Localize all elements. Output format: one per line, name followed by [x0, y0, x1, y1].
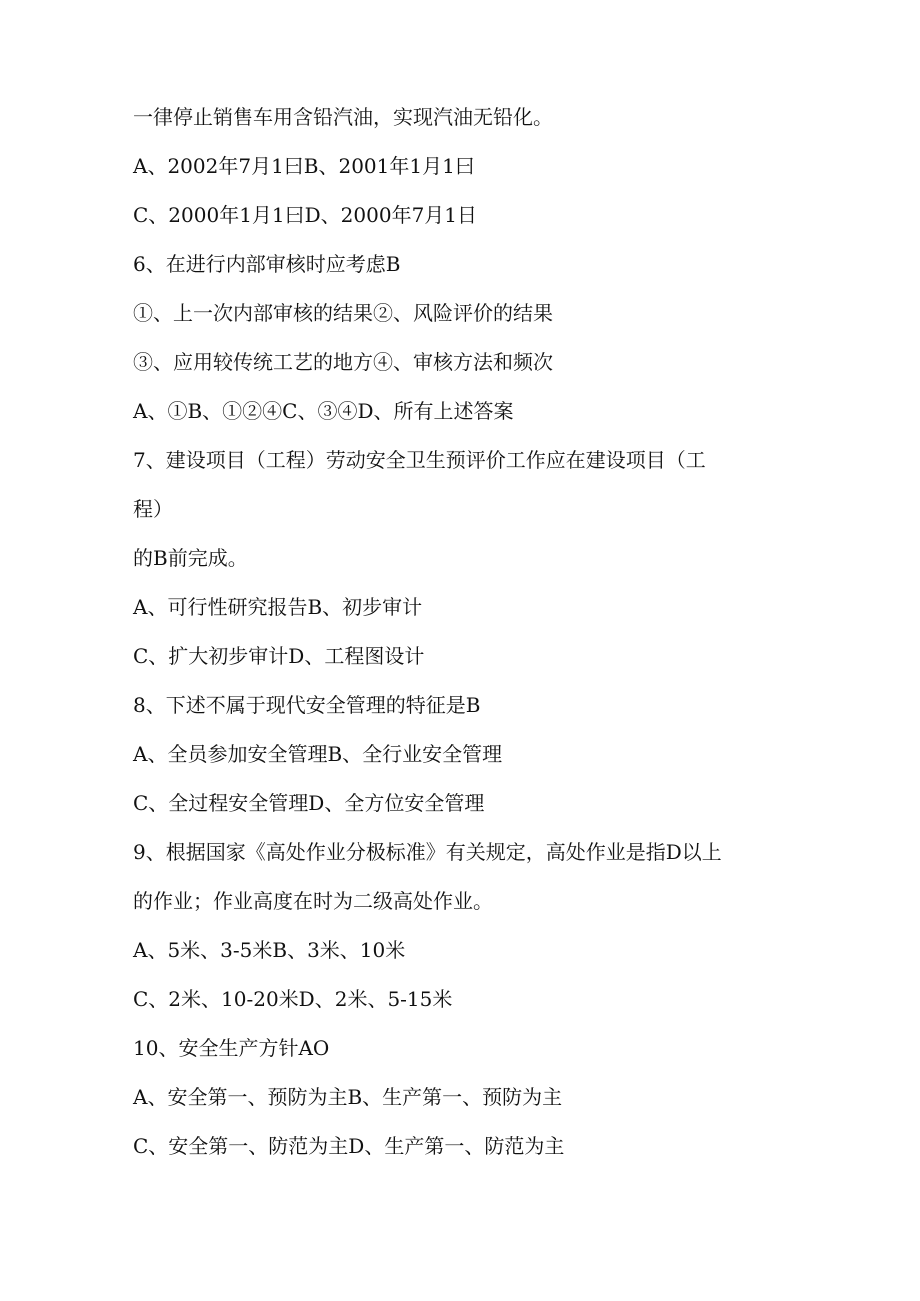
question-10: 10、安全生产方针AO — [133, 1036, 330, 1060]
text-line: 的作业；作业高度在时为二级高处作业。 — [133, 889, 493, 913]
text-line: A、安全第一、预防为主B、生产第一、预防为主 — [133, 1085, 563, 1109]
text-line: 程） — [133, 497, 173, 521]
document-body — [133, 98, 813, 1176]
text-line: A、2002年7月1曰B、2001年1月1曰 — [133, 154, 475, 178]
text-line: C、全过程安全管理D、全方位安全管理 — [133, 791, 485, 815]
text-line: C、2000年1月1曰D、2000年7月1日 — [133, 203, 478, 227]
question-9: 9、根据国家《高处作业分极标准》有关规定，高处作业是指D以上 — [133, 840, 722, 864]
text-line: C、2米、10-20米D、2米、5-15米 — [133, 987, 453, 1011]
text-line: C、扩大初步审计D、工程图设计 — [133, 644, 425, 668]
text-line: C、安全第一、防范为主D、生产第一、防范为主 — [133, 1134, 565, 1158]
text-line: 的B前完成。 — [133, 546, 248, 570]
text-line: 一律停止销售车用含铅汽油，实现汽油无铅化。 — [133, 105, 553, 129]
text-line: A、5米、3-5米B、3米、10米 — [133, 938, 406, 962]
question-6: 6、在进行内部审核时应考虑B — [133, 252, 401, 276]
text-line: A、全员参加安全管理B、全行业安全管理 — [133, 742, 503, 766]
text-line: A、①B、①②④C、③④D、所有上述答案 — [133, 399, 514, 423]
question-8: 8、下述不属于现代安全管理的特征是B — [133, 693, 481, 717]
text-line: ①、上一次内部审核的结果②、风险评价的结果 — [133, 301, 553, 325]
text-line: A、可行性研究报告B、初步审计 — [133, 595, 423, 619]
text-line: ③、应用较传统工艺的地方④、审核方法和频次 — [133, 350, 553, 374]
question-7: 7、建设项目（工程）劳动安全卫生预评价工作应在建设项目（工 — [133, 448, 706, 472]
